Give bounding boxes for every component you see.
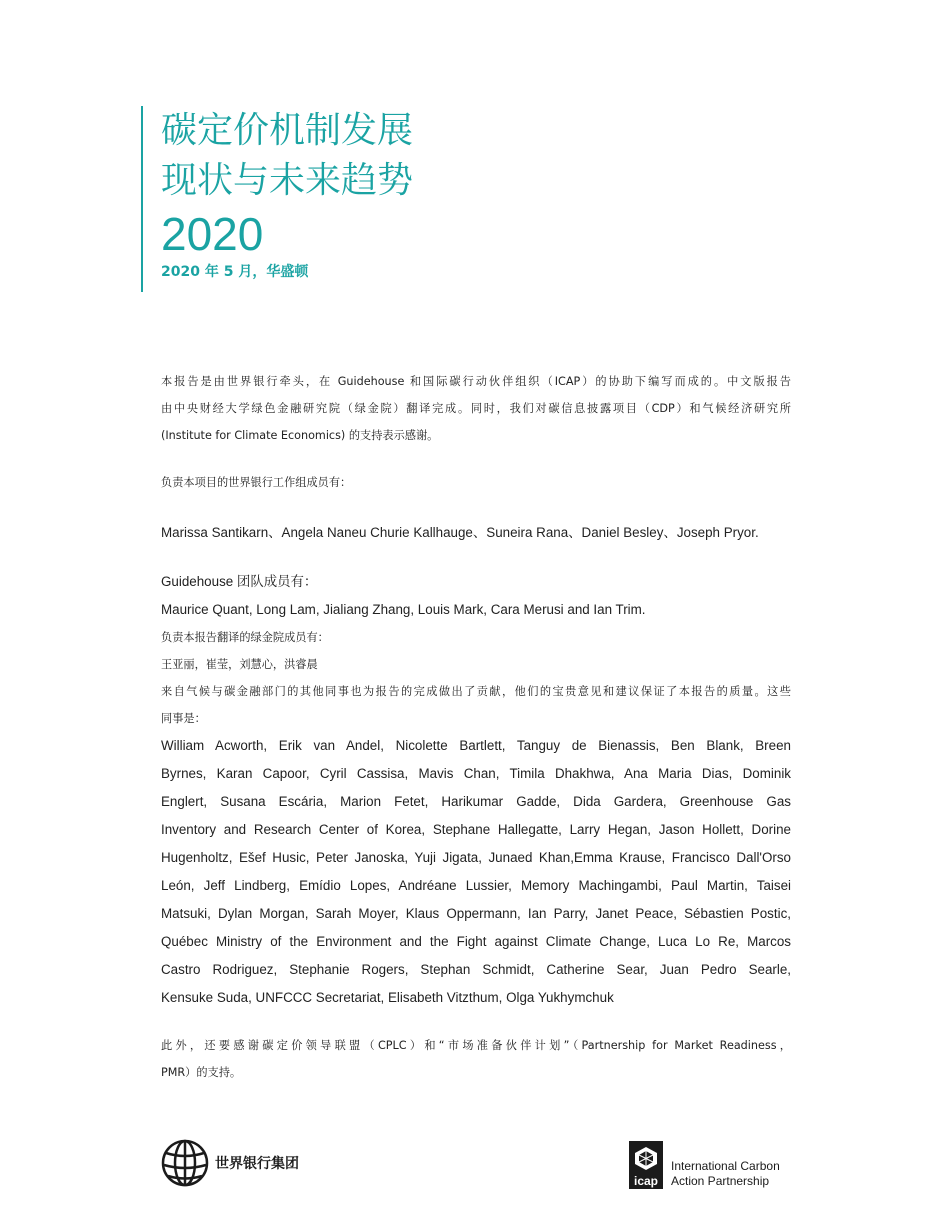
closing-line: 此外，还要感谢碳定价领导联盟（CPLC）和“市场准备伙伴计划”（Partnership for Market Readiness， xyxy=(161,1039,791,1052)
icap-name xyxy=(671,1159,780,1189)
icap-line-1: International Carbon xyxy=(671,1159,780,1173)
icap-cube-icon xyxy=(633,1145,659,1171)
title-block xyxy=(141,106,641,292)
colleagues-line: León, Jeff Lindberg, Emídio Lopes, Andréane Lussier, Memory Machingambi, Paul Martin, Taisei xyxy=(161,878,791,893)
title-line-2: 现状与未来趋势 xyxy=(161,160,414,201)
colleagues-intro-line: 同事是： xyxy=(161,712,206,725)
title-year: 2020 xyxy=(161,208,264,260)
title-line-1: 碳定价机制发展 xyxy=(161,110,414,151)
colleagues-names xyxy=(161,732,791,1012)
title-date: 2020 年 5 月，华盛顿 xyxy=(161,264,309,280)
icap-logo-word: icap xyxy=(633,1174,658,1188)
colleagues-line: Englert, Susana Escária, Marion Fetet, Harikumar Gadde, Dida Gardera, Greenhouse Gas xyxy=(161,794,791,809)
colleagues-line: Québec Ministry of the Environment and the Fight against Climate Change, Luca Lo Re, Marcos xyxy=(161,934,791,949)
colleagues-line: Byrnes, Karan Capoor, Cyril Cassisa, Mavis Chan, Timila Dhakhwa, Ana Maria Dias, Dominik xyxy=(161,766,791,781)
colleagues-intro-line: 来自气候与碳金融部门的其他同事也为报告的完成做出了贡献，他们的宝贵意见和建议保证了本报告的质量。这些 xyxy=(161,685,791,698)
closing-line: PMR）的支持。 xyxy=(161,1066,242,1079)
world-bank-globe-icon xyxy=(161,1139,209,1187)
intro-paragraph xyxy=(161,368,791,449)
translation-members: 王亚丽，崔莹，刘慧心，洪睿晨 xyxy=(161,658,318,671)
guidehouse-label: Guidehouse 团队成员有： xyxy=(161,574,318,589)
intro-line: 由中央财经大学绿色金融研究院（绿金院）翻译完成。同时，我们对碳信息披露项目（CDP）和气候经济研究所 xyxy=(161,402,791,415)
colleagues-line: Kensuke Suda, UNFCCC Secretariat, Elisabeth Vitzthum, Olga Yukhymchuk xyxy=(161,990,614,1005)
guidehouse-members: Maurice Quant, Long Lam, Jialiang Zhang, Louis Mark, Cara Merusi and Ian Trim. xyxy=(161,602,646,617)
intro-line: (Institute for Climate Economics) 的支持表示感谢。 xyxy=(161,429,439,442)
icap-line-2: Action Partnership xyxy=(671,1174,770,1188)
world-bank-label: 世界银行集团 xyxy=(215,1156,299,1172)
icap-logo xyxy=(629,1141,780,1189)
colleagues-line: Castro Rodriguez, Stephanie Rogers, Stephan Schmidt, Catherine Sear, Juan Pedro Searle, xyxy=(161,962,791,977)
intro-line: 本报告是由世界银行牵头，在 Guidehouse 和国际碳行动伙伴组织（ICAP）的协助下编写而成的。中文版报告 xyxy=(161,375,791,388)
colleagues-line: William Acworth, Erik van Andel, Nicolette Bartlett, Tanguy de Bienassis, Ben Blank, Breen xyxy=(161,738,791,753)
icap-mark xyxy=(629,1141,663,1189)
world-bank-logo xyxy=(161,1136,299,1190)
wb-team-label: 负责本项目的世界银行工作组成员有： xyxy=(161,476,352,489)
colleagues-line: Inventory and Research Center of Korea, Stephane Hallegatte, Larry Hegan, Jason Hollett, Dorine xyxy=(161,822,791,837)
acknowledgements-body xyxy=(161,368,791,1086)
translation-label: 负责本报告翻译的绿金院成员有： xyxy=(161,631,329,644)
colleagues-line: Matsuki, Dylan Morgan, Sarah Moyer, Klaus Oppermann, Ian Parry, Janet Peace, Sébastien Postic, xyxy=(161,906,791,921)
wb-team-members: Marissa Santikarn、Angela Naneu Churie Kallhauge、Suneira Rana、Daniel Besley、Joseph Pryor. xyxy=(161,525,759,540)
closing-paragraph xyxy=(161,1032,791,1086)
colleagues-line: Hugenholtz, Ešef Husic, Peter Janoska, Yuji Jigata, Junaed Khan,Emma Krause, Francisco Dall'Orso xyxy=(161,850,791,865)
